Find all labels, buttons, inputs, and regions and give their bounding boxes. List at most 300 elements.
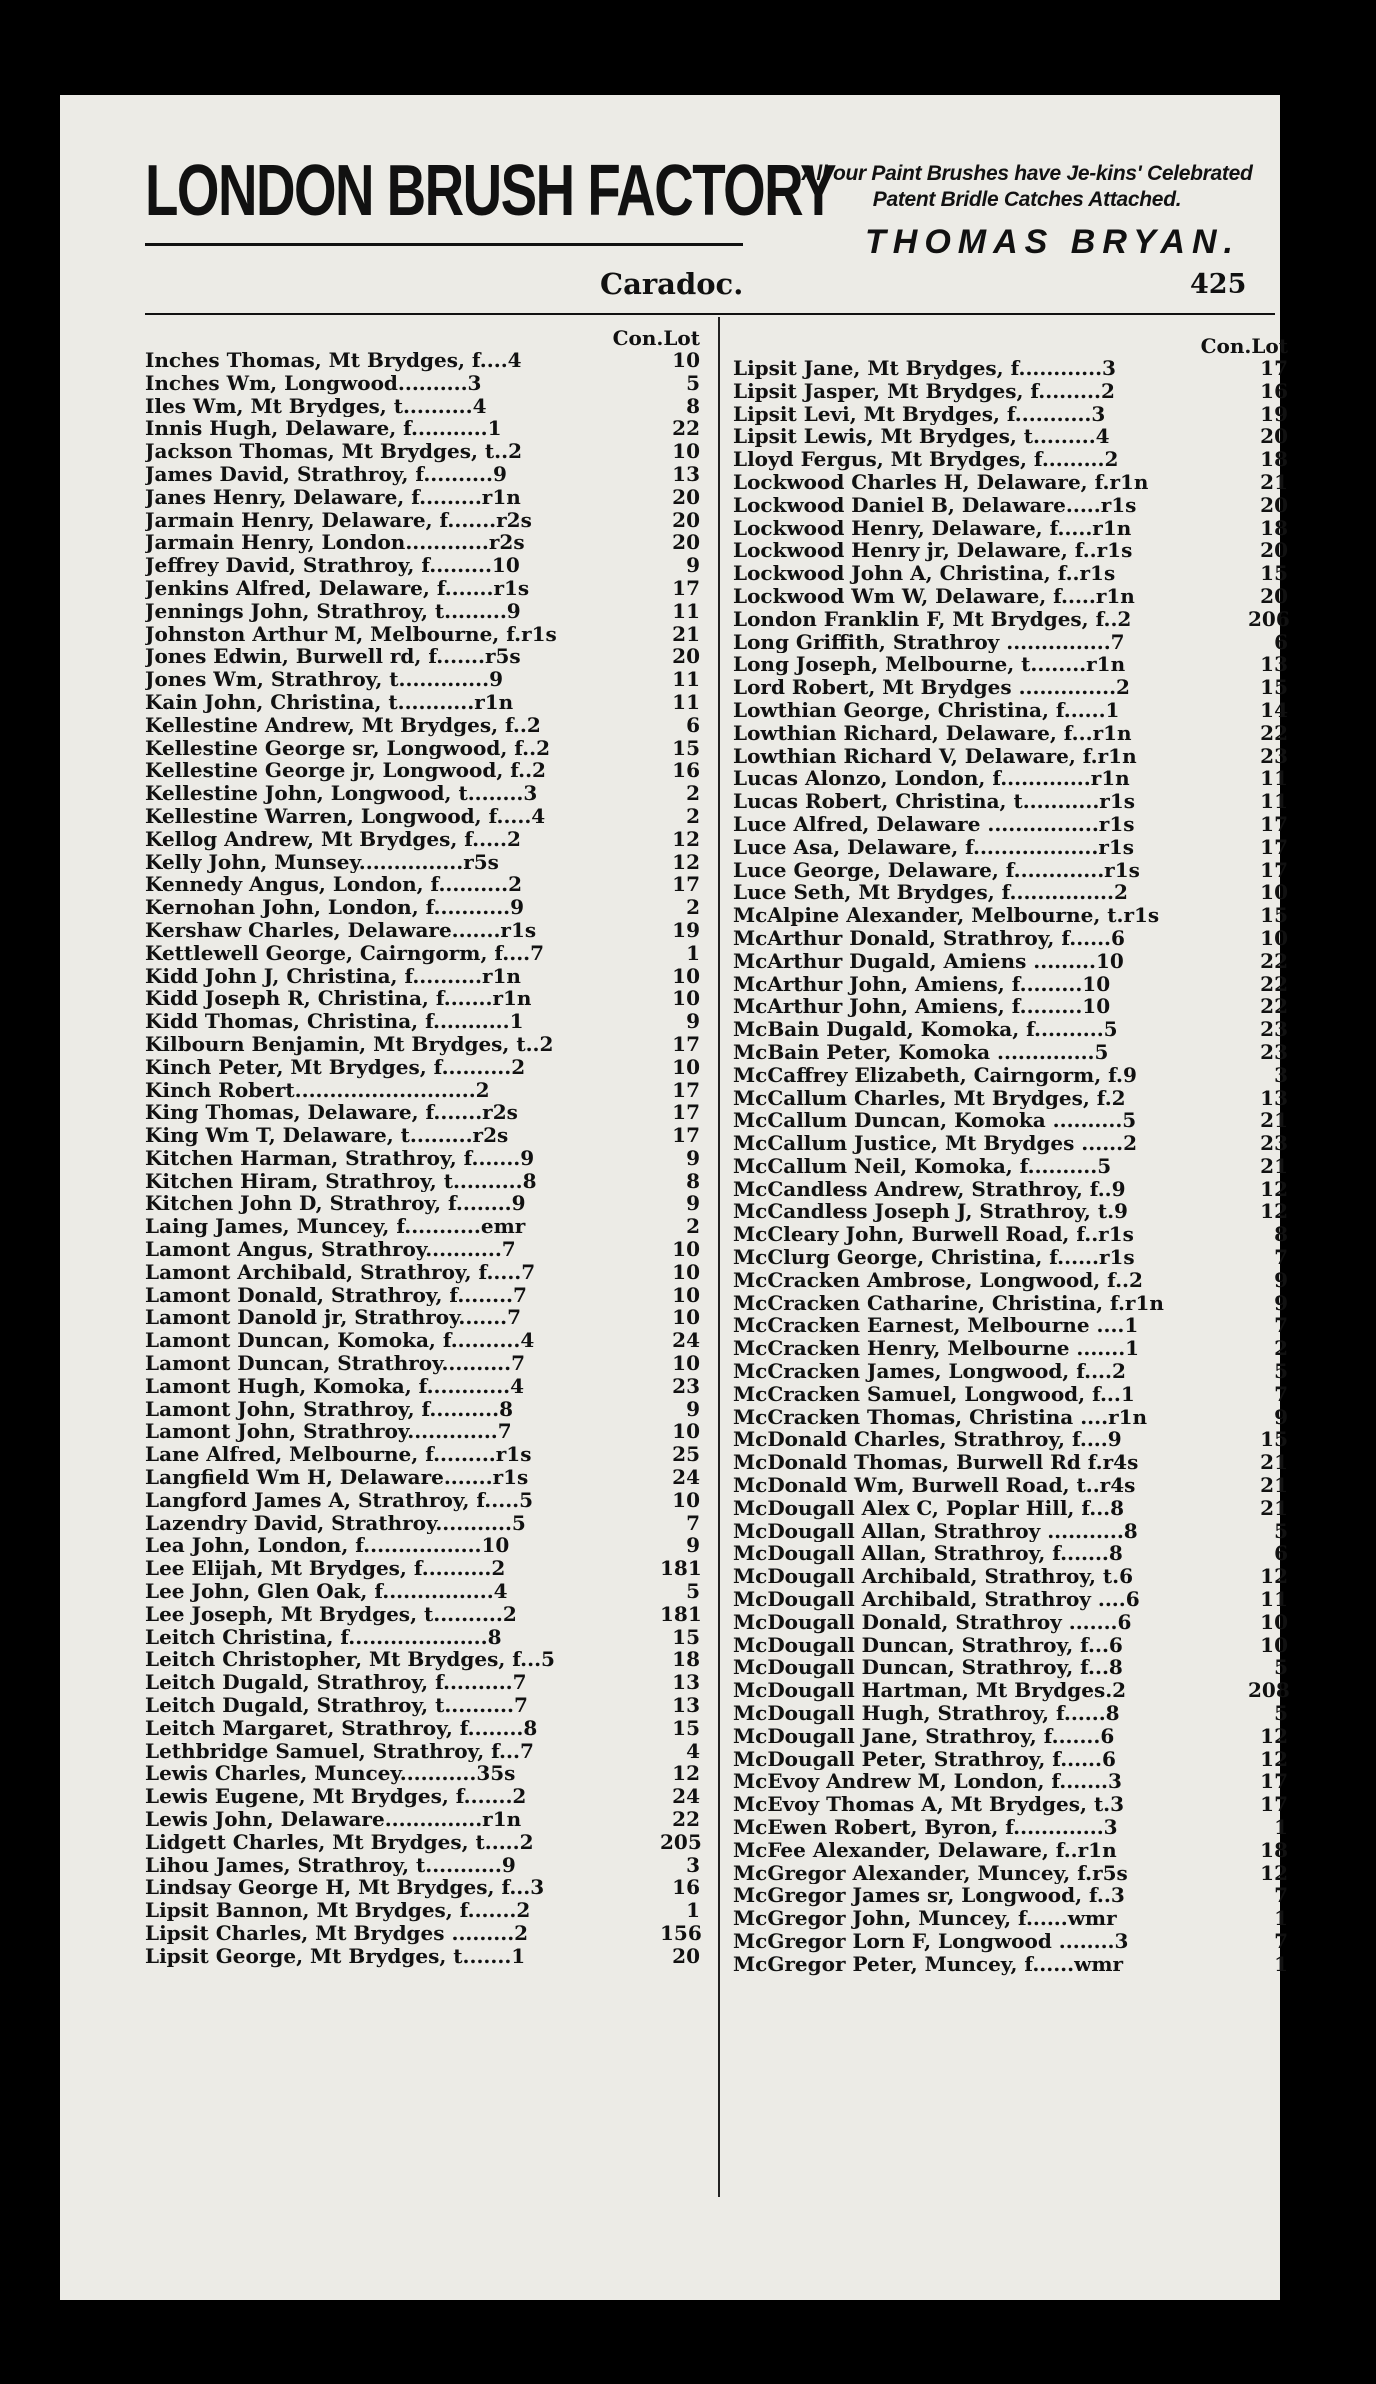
ad-slogan: All our Paint Brushes have Je-kins' Celebrated Patent Bridle Catches Attached. [801, 162, 1253, 211]
entry-lot: 8 [686, 1168, 700, 1193]
entry-text: Lethbridge Samuel, Strathroy, f...7 [145, 1739, 534, 1763]
entry-lot: 5 [686, 370, 700, 395]
entry-text: Lihou James, Strathroy, t...........9 [145, 1853, 516, 1877]
entry-lot: 12 [1260, 1199, 1288, 1224]
entry-text: McEvoy Andrew M, London, f.......3 [733, 1770, 1122, 1794]
entry-text: Lockwood Henry, Delaware, f.....r1n [733, 516, 1132, 540]
column-heading: Con.Lot [612, 326, 700, 350]
directory-entry [145, 1306, 700, 1329]
entry-text: Lowthian Richard, Delaware, f...r1n [733, 721, 1132, 745]
entry-lot: 9 [686, 553, 700, 578]
entry-lot: 11 [672, 689, 700, 714]
entry-lot: 10 [672, 1054, 700, 1079]
entry-text: McGregor Lorn F, Longwood ........3 [733, 1929, 1129, 1953]
directory-entry [733, 927, 1288, 950]
entry-lot: 18 [1260, 515, 1288, 540]
entry-lot: 11 [672, 598, 700, 623]
directory-entry [145, 1899, 700, 1922]
directory-entry [145, 1762, 700, 1785]
directory-entry [733, 562, 1288, 585]
entry-text: Luce George, Delaware, f.............r1s [733, 858, 1140, 882]
advertisement-banner [145, 151, 1275, 265]
directory-entry [733, 722, 1288, 745]
directory-entry [733, 1748, 1288, 1771]
directory-entry [733, 585, 1288, 608]
directory-entry [145, 1831, 700, 1854]
directory-entry [733, 1064, 1288, 1087]
entry-lot: 4 [686, 1738, 700, 1763]
directory-entry [145, 1603, 700, 1626]
header-rule [145, 313, 1275, 315]
entry-text: Lowthian Richard V, Delaware, f.r1n [733, 744, 1137, 768]
entry-text: Iles Wm, Mt Brydges, t..........4 [145, 394, 487, 418]
entry-text: Johnston Arthur M, Melbourne, f.r1s [145, 622, 557, 646]
directory-entry [733, 380, 1288, 403]
entry-lot: 11 [1260, 789, 1288, 814]
entry-lot: 10 [672, 963, 700, 988]
directory-entry [733, 448, 1288, 471]
entry-lot: 13 [1260, 652, 1288, 677]
directory-entry [733, 950, 1288, 973]
entry-lot: 21 [672, 621, 700, 646]
directory-entry [733, 1269, 1288, 1292]
entry-lot: 1 [686, 1898, 700, 1923]
column-heading: Con.Lot [1200, 334, 1288, 358]
entry-lot: 17 [1260, 811, 1288, 836]
directory-entry [145, 1420, 700, 1443]
entry-text: Lucas Alonzo, London, f.............r1n [733, 767, 1130, 791]
entry-text: Luce Seth, Mt Brydges, f...............2 [733, 881, 1128, 905]
entry-lot: 17 [1260, 834, 1288, 859]
entry-lot: 12 [1260, 1723, 1288, 1748]
entry-lot: 9 [1274, 1404, 1288, 1429]
factory-underline [145, 243, 743, 246]
entry-lot: 23 [1260, 1131, 1288, 1156]
entry-lot: 21 [1260, 1153, 1288, 1178]
entry-lot: 20 [1260, 583, 1288, 608]
directory-entry [733, 1565, 1288, 1588]
directory-entry [733, 1884, 1288, 1907]
directory-entry [733, 1702, 1288, 1725]
directory-entry [145, 372, 700, 395]
entry-text: Lewis Charles, Muncey...........35s [145, 1762, 516, 1786]
entry-lot: 22 [1260, 720, 1288, 745]
entry-lot: 10 [672, 1351, 700, 1376]
entry-text: Kellestine George sr, Longwood, f..2 [145, 736, 550, 760]
entry-text: McCallum Neil, Komoka, f..........5 [733, 1154, 1112, 1178]
entry-text: Kinch Peter, Mt Brydges, f..........2 [145, 1055, 526, 1079]
directory-entry [145, 1876, 700, 1899]
entry-text: McDougall Duncan, Strathroy, f...8 [733, 1656, 1123, 1680]
entry-text: Lipsit Charles, Mt Brydges .........2 [145, 1921, 529, 1945]
entry-text: McDougall Archibald, Strathroy ....6 [733, 1588, 1140, 1611]
directory-entry [733, 1816, 1288, 1839]
directory-entry [733, 1132, 1288, 1155]
entry-text: Lindsay George H, Mt Brydges, f...3 [145, 1876, 545, 1900]
directory-entry [733, 813, 1288, 836]
entry-text: Inches Wm, Longwood..........3 [145, 371, 482, 395]
entry-text: Kilbourn Benjamin, Mt Brydges, t..2 [145, 1032, 554, 1056]
entry-lot: 22 [1260, 994, 1288, 1019]
entry-lot: 5 [686, 1579, 700, 1604]
entry-lot: 17 [672, 1123, 700, 1148]
entry-text: Lloyd Fergus, Mt Brydges, f.........2 [733, 448, 1119, 471]
entry-text: Laing James, Muncey, f...........emr [145, 1215, 526, 1239]
entry-text: Lamont Danold jr, Strathroy.......7 [145, 1306, 522, 1330]
entry-text: McArthur Dugald, Amiens .........10 [733, 949, 1124, 973]
entry-text: McClurg George, Christina, f......r1s [733, 1246, 1135, 1269]
directory-entry [145, 1626, 700, 1649]
entry-lot: 8 [1274, 1222, 1288, 1247]
entry-lot: 23 [1260, 743, 1288, 768]
entry-lot: 13 [1260, 1085, 1288, 1110]
entry-lot: 10 [672, 348, 700, 372]
directory-entry [145, 623, 700, 646]
directory-entry [145, 919, 700, 942]
entry-lot: 15 [672, 1624, 700, 1649]
entry-text: King Wm T, Delaware, t.........r2s [145, 1124, 509, 1147]
entry-text: McDougall Duncan, Strathroy, f...6 [733, 1633, 1123, 1657]
entry-lot: 3 [686, 1852, 700, 1877]
entry-lot: 10 [672, 1419, 700, 1444]
directory-entry [733, 1246, 1288, 1269]
entry-text: Kellestine Warren, Longwood, f.....4 [145, 804, 546, 828]
entry-text: McEvoy Thomas A, Mt Brydges, t.3 [733, 1793, 1125, 1816]
entry-lot: 10 [672, 1259, 700, 1284]
entry-text: McGregor Alexander, Muncey, f.r5s [733, 1861, 1128, 1885]
directory-entry [733, 1428, 1288, 1451]
entry-lot: 17 [672, 1100, 700, 1125]
directory-entry [733, 1770, 1288, 1793]
entry-text: Lee John, Glen Oak, f................4 [145, 1580, 508, 1603]
entry-text: Lee Elijah, Mt Brydges, f..........2 [145, 1557, 506, 1581]
directory-entry [145, 417, 700, 440]
directory-entry [145, 554, 700, 577]
entry-text: Leitch Dugald, Strathroy, f..........7 [145, 1671, 527, 1695]
entry-text: Kinch Robert..........................2 [145, 1078, 490, 1102]
entry-lot: 23 [672, 1373, 700, 1398]
entry-lot: 22 [1260, 971, 1288, 996]
entry-text: Kain John, Christina, t...........r1n [145, 690, 514, 714]
directory-entry [733, 1588, 1288, 1611]
directory-entry [733, 539, 1288, 562]
directory-entry [733, 1953, 1288, 1976]
directory-entry [145, 1512, 700, 1535]
directory-entry [733, 1520, 1288, 1543]
directory-entry [733, 403, 1288, 426]
entry-lot: 10 [1260, 925, 1288, 950]
entry-text: Lockwood Charles H, Delaware, f.r1n [733, 470, 1149, 494]
entry-text: McAlpine Alexander, Melbourne, t.r1s [733, 904, 1160, 927]
directory-entry [145, 1489, 700, 1512]
entry-text: Inches Thomas, Mt Brydges, f....4 [145, 349, 522, 372]
directory-entry [145, 691, 700, 714]
directory-entry [145, 1352, 700, 1375]
directory-entry [733, 859, 1288, 882]
entry-lot: 18 [1260, 447, 1288, 472]
entry-text: Luce Alfred, Delaware ................r1s [733, 812, 1135, 836]
entry-lot: 21 [1260, 1495, 1288, 1520]
directory-entry [145, 1534, 700, 1557]
directory-entry [733, 1337, 1288, 1360]
column-divider [718, 317, 720, 2197]
directory-entry [145, 395, 700, 418]
directory-entry [733, 1109, 1288, 1132]
directory-entry [733, 357, 1288, 380]
entry-lot: 7 [1274, 1381, 1288, 1406]
directory-entry [145, 1671, 700, 1694]
entry-lot: 9 [686, 1009, 700, 1034]
directory-entry [733, 1314, 1288, 1337]
entry-text: McCracken Catharine, Christina, f.r1n [733, 1291, 1164, 1315]
entry-text: Lamont Donald, Strathroy, f........7 [145, 1283, 527, 1307]
entry-text: Lewis John, Delaware..............r1n [145, 1808, 522, 1831]
entry-lot: 17 [672, 1031, 700, 1056]
entry-lot: 206 [1248, 606, 1290, 631]
directory-entry [145, 1854, 700, 1877]
entry-text: McDougall Peter, Strathroy, f......6 [733, 1747, 1116, 1771]
entry-text: Leitch Dugald, Strathroy, t..........7 [145, 1694, 528, 1717]
directory-entry [145, 714, 700, 737]
entry-text: Leitch Christina, f....................8 [145, 1625, 502, 1649]
directory-entry [145, 1808, 700, 1831]
entry-lot: 18 [1260, 1837, 1288, 1862]
directory-entry [733, 699, 1288, 722]
directory-entry [145, 645, 700, 668]
directory-entry [733, 425, 1288, 448]
directory-entry [145, 737, 700, 760]
entry-text: King Thomas, Delaware, f.......r2s [145, 1101, 518, 1125]
entry-lot: 14 [1260, 697, 1288, 722]
directory-entry [145, 1284, 700, 1307]
directory-entry [145, 1329, 700, 1352]
entry-lot: 12 [672, 849, 700, 874]
entry-lot: 11 [1260, 766, 1288, 791]
directory-entry [733, 1611, 1288, 1634]
entry-text: Lipsit George, Mt Brydges, t.......1 [145, 1944, 526, 1968]
directory-entry [145, 1717, 700, 1740]
entry-lot: 20 [1260, 424, 1288, 449]
directory-entry [733, 790, 1288, 813]
entry-lot: 10 [1260, 880, 1288, 905]
directory-entry [733, 517, 1288, 540]
entry-lot: 7 [1274, 1313, 1288, 1338]
entry-lot: 12 [1260, 1176, 1288, 1201]
entry-lot: 5 [1274, 1655, 1288, 1680]
directory-entry [733, 1292, 1288, 1315]
entry-lot: 17 [672, 575, 700, 600]
entry-text: McCallum Charles, Mt Brydges, f.2 [733, 1086, 1126, 1110]
entry-lot: 22 [672, 1807, 700, 1831]
entry-lot: 6 [1274, 629, 1288, 654]
entry-text: Lipsit Lewis, Mt Brydges, t.........4 [733, 425, 1110, 449]
directory-entry [733, 745, 1288, 768]
entry-text: Lord Robert, Mt Brydges ..............2 [733, 676, 1130, 699]
entry-lot: 17 [672, 1077, 700, 1102]
directory-entry [145, 1648, 700, 1671]
entry-text: Lidgett Charles, Mt Brydges, t.....2 [145, 1830, 534, 1854]
entry-lot: 10 [672, 1305, 700, 1330]
left-column [145, 327, 700, 1968]
entry-text: Lipsit Levi, Mt Brydges, f...........3 [733, 402, 1106, 426]
directory-entry [145, 759, 700, 782]
directory-entry [145, 965, 700, 988]
entry-lot: 15 [1260, 675, 1288, 700]
entry-lot: 10 [1260, 1609, 1288, 1634]
directory-entry [145, 1443, 700, 1466]
directory-entry [733, 973, 1288, 996]
directory-entry [733, 608, 1288, 631]
entry-lot: 20 [672, 530, 700, 555]
entry-lot: 12 [672, 1761, 700, 1786]
entry-lot: 156 [660, 1920, 702, 1945]
directory-entry [733, 1907, 1288, 1930]
entry-text: Lamont Duncan, Strathroy..........7 [145, 1352, 525, 1375]
entry-text: Lockwood John A, Christina, f..r1s [733, 562, 1116, 585]
entry-text: McDonald Thomas, Burwell Rd f.r4s [733, 1451, 1139, 1475]
entry-text: McCracken Thomas, Christina ....r1n [733, 1405, 1148, 1429]
entry-lot: 7 [1274, 1245, 1288, 1270]
directory-entry [145, 1261, 700, 1284]
entry-lot: 1 [1274, 1951, 1288, 1976]
entry-text: McArthur Donald, Strathroy, f......6 [733, 926, 1125, 950]
entry-text: McCandless Andrew, Strathroy, f..9 [733, 1177, 1126, 1201]
entry-lot: 21 [1260, 469, 1288, 494]
entry-lot: 9 [686, 1396, 700, 1421]
entry-lot: 7 [686, 1510, 700, 1535]
entry-text: McDonald Wm, Burwell Road, t..r4s [733, 1474, 1136, 1497]
directory-entry [145, 1466, 700, 1489]
directory-entry [145, 577, 700, 600]
directory-entry [145, 349, 700, 372]
entry-lot: 2 [686, 803, 700, 828]
entry-lot: 11 [1260, 1587, 1288, 1612]
entry-lot: 19 [672, 917, 700, 942]
entry-lot: 21 [1260, 1450, 1288, 1475]
entry-text: Lockwood Wm W, Delaware, f.....r1n [733, 584, 1135, 608]
entry-text: Lamont Duncan, Komoka, f..........4 [145, 1329, 535, 1353]
entry-lot: 6 [1274, 1541, 1288, 1566]
entry-text: McFee Alexander, Delaware, f..r1n [733, 1838, 1117, 1862]
entry-text: Kidd Joseph R, Christina, f.......r1n [145, 987, 532, 1011]
entry-text: McBain Peter, Komoka ..............5 [733, 1040, 1109, 1064]
entry-lot: 10 [672, 1237, 700, 1262]
entry-lot: 24 [672, 1328, 700, 1353]
entry-lot: 24 [672, 1784, 700, 1809]
entry-text: Janes Henry, Delaware, f.........r1n [145, 485, 521, 509]
entry-text: Lamont Angus, Strathroy...........7 [145, 1238, 516, 1261]
directory-entry [733, 1383, 1288, 1406]
entry-text: McGregor James sr, Longwood, f..3 [733, 1884, 1125, 1908]
directory-entry [733, 767, 1288, 790]
entry-lot: 12 [1260, 1746, 1288, 1771]
entry-text: McDougall Allan, Strathroy ...........8 [733, 1519, 1138, 1543]
right-column [733, 335, 1288, 1976]
entry-lot: 21 [1260, 1108, 1288, 1133]
entry-text: Kettlewell George, Cairngorm, f....7 [145, 941, 545, 965]
entry-text: McBain Dugald, Komoka, f..........5 [733, 1018, 1118, 1041]
entry-lot: 7 [1274, 1883, 1288, 1908]
directory-entry [145, 1192, 700, 1215]
entry-text: Kellestine George jr, Longwood, f..2 [145, 759, 546, 783]
directory-entry [733, 1178, 1288, 1201]
entry-lot: 11 [672, 667, 700, 692]
directory-entry [145, 851, 700, 874]
entry-text: Kitchen John D, Strathroy, f........9 [145, 1192, 526, 1216]
entry-lot: 21 [1260, 1473, 1288, 1498]
directory-entry [145, 828, 700, 851]
entry-lot: 16 [1260, 378, 1288, 403]
entry-text: McCracken Ambrose, Longwood, f..2 [733, 1268, 1143, 1292]
entry-text: Jarmain Henry, London............r2s [145, 531, 525, 555]
directory-entry [145, 896, 700, 919]
directory-entry [733, 1223, 1288, 1246]
entry-lot: 16 [672, 1875, 700, 1900]
section-title: Caradoc. [600, 267, 744, 301]
entry-lot: 16 [672, 758, 700, 783]
directory-entry [145, 463, 700, 486]
entry-text: McCracken Earnest, Melbourne ....1 [733, 1314, 1139, 1338]
entry-text: Lewis Eugene, Mt Brydges, f.......2 [145, 1785, 527, 1808]
directory-entry [733, 836, 1288, 859]
entry-lot: 15 [672, 1715, 700, 1740]
directory-entry [145, 1945, 700, 1968]
entry-text: Kellestine John, Longwood, t........3 [145, 782, 538, 805]
entry-lot: 2 [686, 1214, 700, 1239]
entry-text: McGregor Peter, Muncey, f......wmr [733, 1952, 1124, 1976]
entry-text: McArthur John, Amiens, f.........10 [733, 972, 1111, 996]
entry-text: McCallum Justice, Mt Brydges ......2 [733, 1132, 1137, 1155]
entry-lot: 10 [672, 986, 700, 1011]
entry-text: Lamont Hugh, Komoka, f............4 [145, 1374, 525, 1398]
entry-text: Lane Alfred, Melbourne, f.........r1s [145, 1443, 532, 1467]
directory-entry [145, 1170, 700, 1193]
directory-entry [145, 1147, 700, 1170]
entry-lot: 23 [1260, 1039, 1288, 1064]
entry-text: Kidd John J, Christina, f..........r1n [145, 964, 521, 988]
entry-text: Kitchen Hiram, Strathroy, t..........8 [145, 1169, 537, 1193]
entry-text: Langfield Wm H, Delaware.......r1s [145, 1466, 529, 1489]
directory-entry [145, 1580, 700, 1603]
entry-lot: 17 [1260, 857, 1288, 882]
entry-lot: 10 [1260, 1632, 1288, 1657]
directory-entry [733, 1542, 1288, 1565]
entry-lot: 1 [1274, 1906, 1288, 1931]
directory-entry [145, 1056, 700, 1079]
entry-lot: 15 [672, 735, 700, 760]
entry-lot: 2 [686, 781, 700, 806]
entry-text: Lee Joseph, Mt Brydges, t..........2 [145, 1602, 517, 1626]
entry-text: Langford James A, Strathroy, f.....5 [145, 1488, 534, 1512]
entry-lot: 2 [686, 895, 700, 920]
entry-lot: 1 [1274, 1815, 1288, 1839]
directory-entry [145, 805, 700, 828]
entry-lot: 13 [672, 1693, 700, 1718]
entry-lot: 25 [672, 1442, 700, 1467]
directory-entry [145, 600, 700, 623]
entry-text: McDougall Alex C, Poplar Hill, f...8 [733, 1496, 1125, 1520]
directory-entry [145, 440, 700, 463]
directory-entry [145, 873, 700, 896]
directory-entry [733, 1041, 1288, 1064]
entry-text: Long Joseph, Melbourne, t........r1n [733, 653, 1126, 677]
entry-text: Kitchen Harman, Strathroy, f.......9 [145, 1146, 535, 1170]
entry-lot: 9 [686, 1191, 700, 1216]
entry-text: Jenkins Alfred, Delaware, f.......r1s [145, 576, 530, 600]
entry-lot: 12 [1260, 1860, 1288, 1885]
directory-entry [733, 995, 1288, 1018]
entry-lot: 15 [1260, 1427, 1288, 1452]
